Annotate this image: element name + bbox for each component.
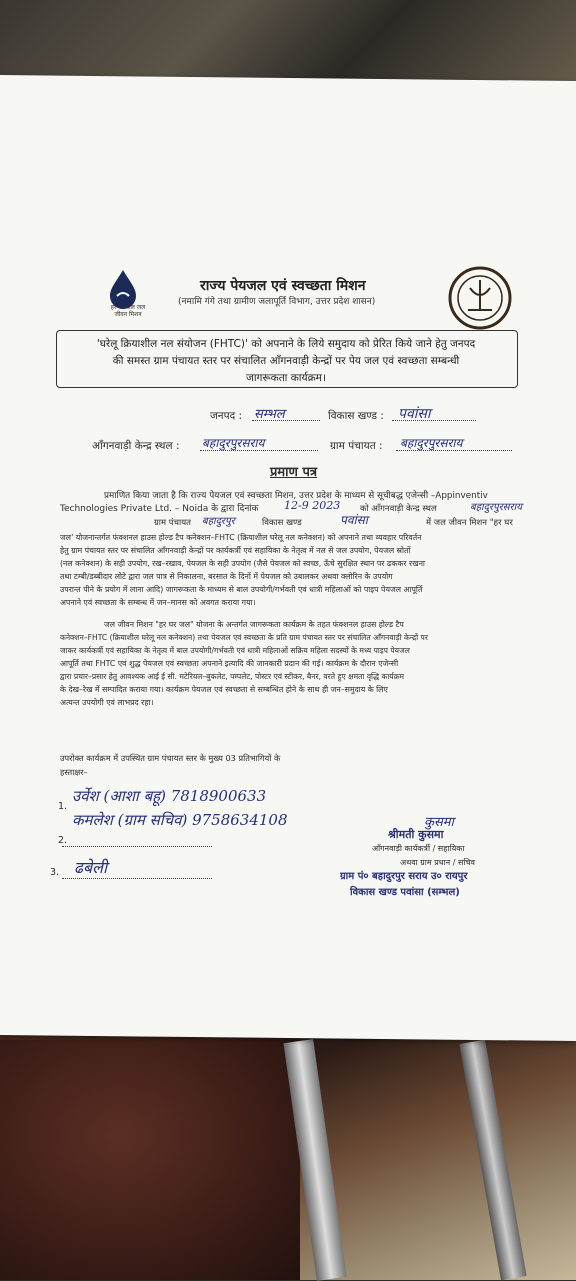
p1-line-2b: को आँगनवाड़ी केन्द्र स्थल	[360, 504, 437, 514]
p2-line-5: द्वारा प्रचार–प्रसार हेतु आवश्यक आई ई सी. मटेरियल–बुकलेट, पम्पलेट, पोस्टर एवं स्टीकर, बैनर, वरते हुए क्षमता वृद्धि कार्यक्रम	[60, 672, 405, 681]
p1-line-1: प्रमाणित किया जाता है कि राज्य पेयजल एवं स्वच्छता मिशन, उत्तर प्रदेश के माध्यम से सूचीबद्ध एजेन्सी –Appinventiv	[104, 491, 488, 501]
p1-line-3c: में जल जीवन मिशन "हर घर	[426, 518, 513, 528]
date-value: 12-9 2023	[284, 499, 341, 512]
banner-line-2: की समस्त ग्राम पंचायत स्तर पर संचालित आँगनवाड़ी केन्द्रों पर पेय जल एवं स्वच्छता सम्बन्धी	[112, 355, 460, 367]
participant-2-line	[62, 846, 212, 847]
p2-line-6: के देख–रेख में सम्पादित कराया गया। कार्यक्रम पेयजल एवं स्वच्छता से सम्बन्धित होने के साथ ही जन–समुदाय के लिए	[60, 685, 388, 694]
p1-line-2a: Technologies Private Ltd. – Noida के द्वारा दिनांक	[60, 504, 259, 514]
letterhead-title: राज्य पेयजल एवं स्वच्छता मिशन	[200, 278, 366, 294]
site-value: बहादुरपुरसराय	[470, 502, 523, 513]
signature-line-2: अथवा ग्राम प्रधान / सचिव	[400, 858, 475, 867]
banner-line-3: जागरूकता कार्यक्रम।	[246, 372, 326, 384]
banner-text	[66, 336, 506, 387]
janpad-line	[252, 420, 320, 421]
p1-line-5: हेतु ग्राम पंचायत स्तर पर संचालित आँगनवाड़ी केन्द्रों पर कार्यकर्त्री एवं सहायिका के नेतृत्व में नल से जल उपयोग, पेयजल स्रोतों	[60, 546, 411, 555]
gram-label: ग्राम पंचायत :	[330, 440, 383, 452]
participant-3-entry: ढबेली	[74, 858, 108, 877]
aanganwadi-line	[200, 450, 318, 451]
signature-handwritten: कुसमा	[424, 815, 454, 830]
gram-value: बहादुरपुरसराय	[400, 436, 463, 450]
p1-line-4: जल' योजनान्तर्गत फंक्शनल हाउस होल्ड टैप कनेक्शन–FHTC (क्रियाशील घरेलू नल कनेक्शन) को अपनाने तथा व्यवहार परिवर्तन	[60, 533, 422, 542]
p2-line-1: जल जीवन मिशन "हर घर जल" योजना के अन्तर्गत जागरूकता कार्यक्रम के तहत फंक्शनल हाउस होल्ड टैप	[104, 620, 404, 629]
letterhead-subtitle: (नमामि गंगे तथा ग्रामीण जलापूर्ति विभाग, उत्तर प्रदेश शासन)	[178, 297, 376, 307]
certificate-title: प्रमाण पत्र	[270, 465, 318, 480]
p2-line-2: कनेक्शन–FHTC (क्रियाशील घरेलू नल कनेक्शन) तथा पेयजल एवं स्वच्छता के प्रति ग्राम पंचायत स्तर पर संचालित आँगनवाड़ी केन्द्रों पर	[60, 633, 428, 642]
gram-line	[396, 450, 512, 451]
p1-line-8: उपरान्त पीने के प्रयोग में लाना आदि) जागरूकता के माध्यम से बाल उपयोगी/गर्भवती एवं धात्री महिलाओं को पाइप पेयजल आपूर्ति	[60, 585, 423, 594]
p1-gp-value: बहादुरपुर	[202, 516, 235, 527]
p2-line-7: अत्यन्त उपयोगी एवं लाभप्रद रहा।	[60, 698, 154, 707]
p1-line-3b: विकास खण्ड	[262, 518, 302, 528]
left-logo-caption: हर घर जल जल जीवन मिशन	[110, 304, 146, 318]
participant-1-num: 1.	[58, 801, 68, 812]
janpad-label: जनपद :	[210, 410, 243, 422]
vikas-value: पवांसा	[398, 406, 431, 422]
p1-line-3a: ग्राम पंचायत	[154, 518, 191, 528]
participant-3-num: 3.	[50, 867, 60, 878]
signature-line-1: आँगनवाड़ी कार्यकर्त्री / सहायिका	[372, 844, 465, 853]
p3-line-2: हस्ताक्षर–	[60, 767, 88, 777]
p3-line-1: उपरोक्त कार्यक्रम में उपस्थित ग्राम पंचायत स्तर के मुख्य 03 प्रतिभागियों के	[60, 753, 281, 763]
p2-line-3: जाकर कार्यकर्त्री एवं सहायिका के नेतृत्व में बाल उपयोगी/गर्भवती एवं धात्री महिलाओं सक्रिय महिला सदस्यों के मध्य पाइप पेयजल	[60, 646, 410, 655]
vikas-label: विकास खण्ड :	[328, 410, 384, 422]
stamp-line-2: विकास खण्ड पवांसा (सम्भल)	[350, 887, 460, 898]
p2-line-4: आपूर्ति तथा FHTC एवं शुद्ध पेयजल एवं स्वच्छता अपनाने इत्यादि की जानकारी प्रदान की गई। कार्यक्रम के दौरान एजेन्सी	[60, 659, 399, 668]
p1-vk-value: पवांसा	[340, 513, 368, 527]
janpad-value: सम्भल	[254, 407, 285, 422]
stamp-name: श्रीमती कुसमा	[388, 828, 444, 841]
participant-1-entry: उर्वेश (आशा बहू) 7818900633	[72, 787, 267, 805]
banner-line-1: 'घरेलू क्रियाशील नल संयोजन (FHTC)' को अपनाने के लिये समुदाय को प्रेरित किये जाने हेतु जनपद	[96, 338, 476, 350]
participant-2-num: 2.	[58, 835, 68, 846]
p1-line-7: तथा टम्बी/डब्बीदार लोटे द्वारा जल पात्र से निकालना, बरसात के दिनों में पेयजल को उबालकर अथवा क्लोरिन के उपयोग	[60, 572, 393, 581]
up-government-seal-icon	[448, 266, 512, 330]
aanganwadi-value: बहादुरपुरसराय	[202, 436, 265, 450]
participant-2-entry: कमलेश (ग्राम सचिव) 9758634108	[72, 811, 288, 829]
p1-line-9: अपनाने एवं स्वच्छता के सम्बन्ध में जन–मानस को अवगत कराया गया।	[60, 598, 256, 607]
p1-line-6: (नल कनेक्शन) के सही उपयोग, रख–रखाव, पेयजल के सही उपयोग (जैसे पेयजल को स्वच्छ, ऊँचे सुरक्षित स्थान पर ढककर रखना	[60, 559, 425, 568]
participant-3-line	[62, 878, 212, 879]
aanganwadi-label: आँगनवाड़ी केन्द्र स्थल :	[92, 440, 180, 452]
vikas-line	[392, 420, 476, 421]
stamp-line-1: ग्राम पं० बहादुरपुर सराय उ० रायपुर	[340, 871, 468, 882]
bag-background	[0, 1040, 300, 1280]
